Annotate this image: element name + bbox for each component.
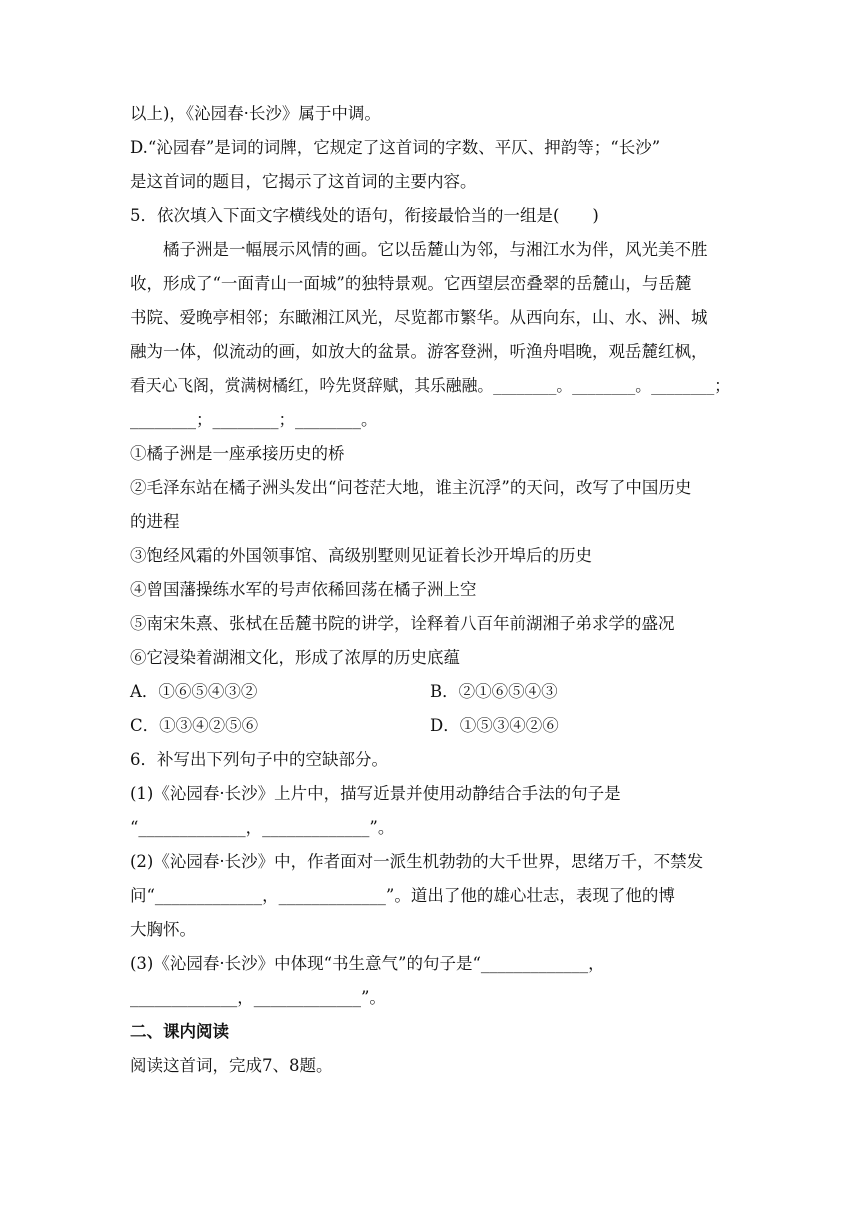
question-6-part: (3)《沁园春·长沙》中体现“书生意气”的句子是“_____________， (130, 954, 605, 973)
question-5-stem: 5．依次填入下面文字横线处的语句，衔接最恰当的一组是( ) (130, 206, 599, 225)
question-6-part: (2)《沁园春·长沙》中，作者面对一派生机勃勃的大千世界，思绪万千，不禁发 (130, 852, 704, 871)
question-6-stem: 6．补写出下列句子中的空缺部分。 (130, 750, 388, 769)
text-line: 以上)，《沁园春·长沙》属于中调。 (130, 104, 381, 123)
sentence-item: ⑤南宋朱熹、张栻在岳麓书院的讲学，诠释着八百年前湖湘子弟求学的盛况 (130, 614, 675, 633)
question-6-part: (1)《沁园春·长沙》上片中，描写近景并使用动静结合手法的句子是 (130, 784, 621, 803)
passage-line: ________；________；________。 (130, 410, 378, 429)
passage-line: 橘子洲是一幅展示风情的画。它以岳麓山为邻，与湘江水为伴，风光美不胜 (163, 240, 708, 259)
options-row (130, 675, 730, 709)
document-page (130, 97, 730, 1083)
sentence-item: ⑥它浸染着湖湘文化，形成了浓厚的历史底蕴 (130, 648, 460, 667)
option-a: A．①⑥⑤④③② (130, 682, 258, 701)
sentence-item: ④曾国藩操练水军的号声依稀回荡在橘子洲上空 (130, 580, 477, 599)
question-6-blank: “_____________，_____________”。 (130, 818, 395, 837)
sentence-item: ②毛泽东站在橘子洲头发出“问苍茫大地，谁主沉浮”的天问，改写了中国历史 (130, 478, 692, 497)
option-b: B．②①⑥⑤④③ (430, 682, 558, 701)
question-6-blank: 问“_____________，_____________”。道出了他的雄心壮志，表现了他的博 (130, 886, 675, 905)
passage-line: 收，形成了“一面青山一面城”的独特景观。它西望层峦叠翠的岳麓山，与岳麓 (130, 274, 692, 293)
option-d-text: D.“沁园春”是词的词牌，它规定了这首词的字数、平仄、押韵等；“长沙” (130, 138, 661, 157)
passage-line: 书院、爱晚亭相邻；东瞰湘江风光，尽览都市繁华。从西向东，山、水、洲、城 (130, 308, 708, 327)
question-6-part: 大胸怀。 (130, 920, 196, 939)
passage-line: 看天心飞阁，赏满树橘红，吟先贤辞赋，其乐融融。________。________。________； (130, 376, 731, 395)
options-row (130, 709, 730, 743)
sentence-item: ③饱经风霜的外国领事馆、高级别墅则见证着长沙开埠后的历史 (130, 546, 592, 565)
question-6-blank: _____________，_____________”。 (130, 988, 386, 1007)
passage-line: 融为一体，似流动的画，如放大的盆景。游客登洲，听渔舟唱晚，观岳麓红枫， (130, 342, 708, 361)
option-c: C．①③④②⑤⑥ (130, 716, 259, 735)
option-d: D．①⑤③④②⑥ (430, 716, 559, 735)
sentence-item: 的进程 (130, 512, 180, 531)
section-title: 二、课内阅读 (130, 1022, 229, 1041)
text-line: 是这首词的题目，它揭示了这首词的主要内容。 (130, 172, 477, 191)
instruction-text: 阅读这首词，完成7、8题。 (130, 1056, 333, 1075)
sentence-item: ①橘子洲是一座承接历史的桥 (130, 444, 345, 463)
